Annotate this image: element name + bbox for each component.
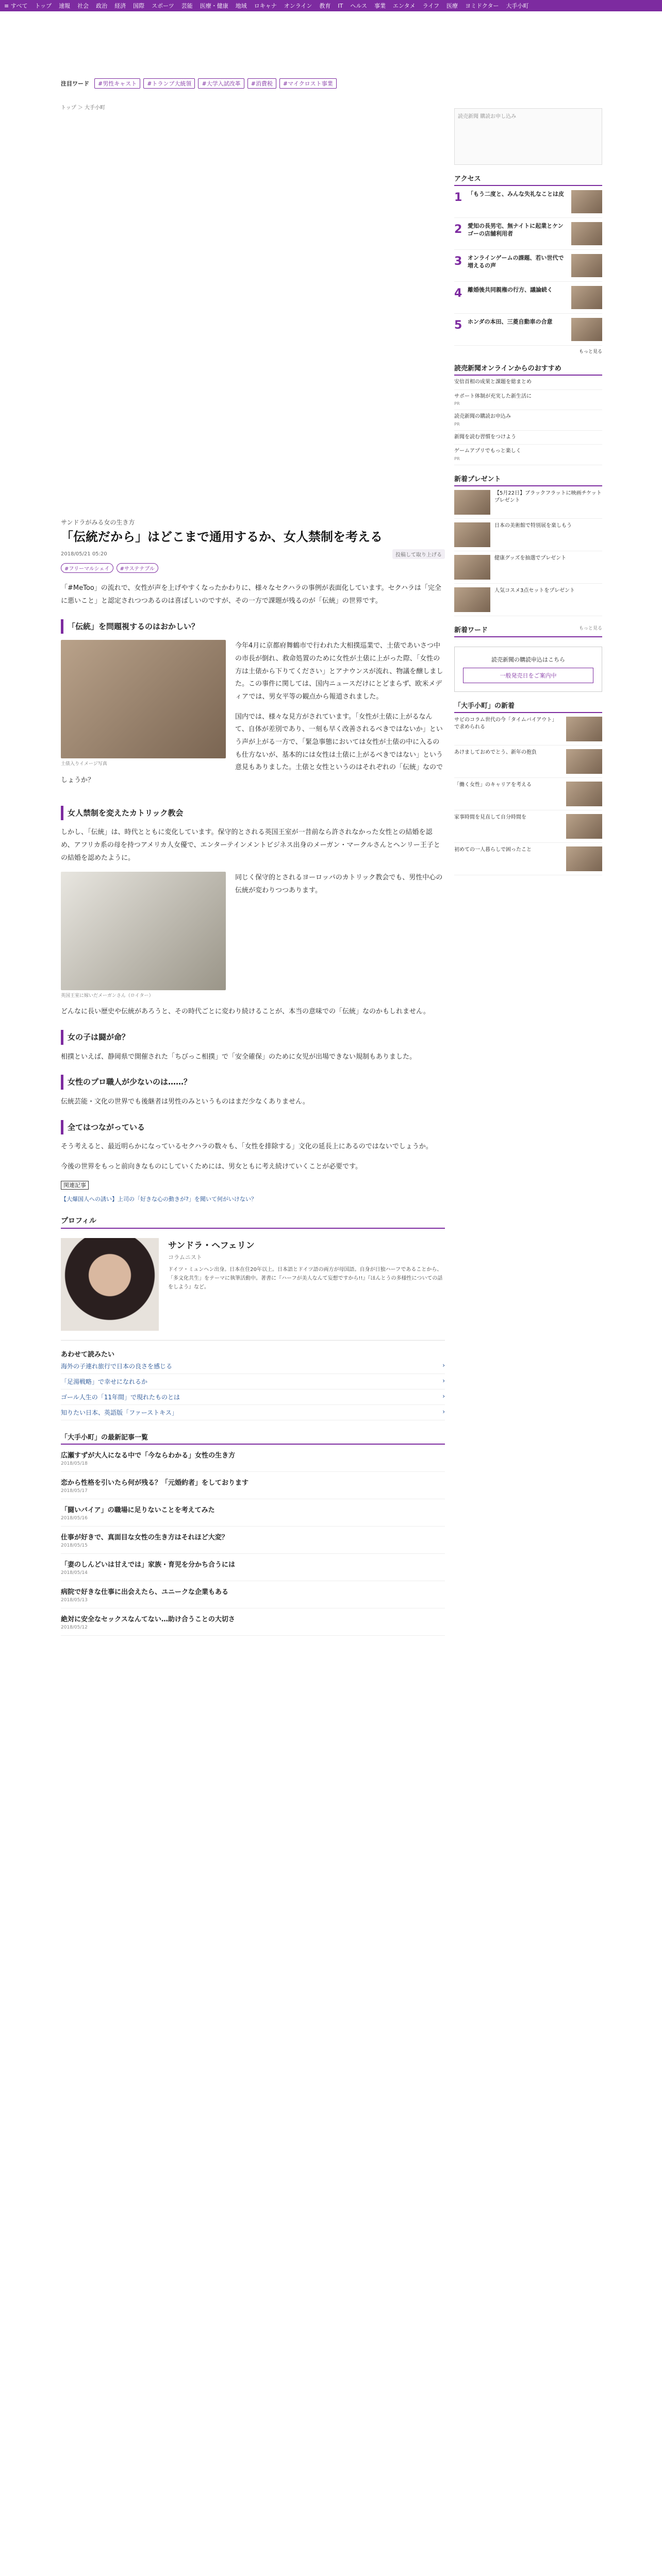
topnav-item[interactable]: エンタメ	[393, 3, 416, 9]
topnav-item[interactable]: 社会	[77, 3, 89, 9]
trending-tag[interactable]: #男性キャスト	[94, 78, 140, 89]
trending-tag[interactable]: #大学入試改革	[198, 78, 244, 89]
trending-tag[interactable]: #マイクロスト事業	[279, 78, 337, 89]
paragraph: そう考えると、最近明らかになっているセクハラの数々も、「女性を排除する」文化の延長上にあるのではないでしょうか。	[61, 1143, 433, 1151]
gift-item[interactable]: 人気コスメ3点セットをプレゼント	[454, 584, 602, 616]
list-item[interactable]: 仕事が好きで、真面目な女性の生き方はそれほど大変？ 2018/05/15	[61, 1527, 445, 1554]
sidebar-ad[interactable]: 読売新聞 購読お申し込み	[454, 108, 602, 165]
section-heading: 「伝統」を問題視するのはおかしい？	[61, 619, 445, 634]
topnav-item[interactable]: 芸能	[181, 3, 193, 9]
article-intro: 「#MeToo」の流れで、女性が声を上げやすくなったかわりに、様々なセクハラの事例が表面化しています。セクハラは「完全に悪いこと」と認定されつつあるのは喜ばしいのですが、その一方で課題が残るのが「伝統」の世界です。	[61, 584, 441, 605]
topnav-item[interactable]: IT	[338, 2, 343, 9]
photo-caption: 土俵入りイメージ写真	[61, 761, 107, 767]
topnav-item[interactable]: 教育	[319, 3, 331, 9]
trending-tag[interactable]: #トランプ大統領	[143, 78, 195, 89]
komachi-item[interactable]: 初めての一人暮らしで困ったこと	[454, 843, 602, 875]
paragraph: 伝統芸能・文化の世界でも後継者は男性のみというものはまだ少なくありません。	[61, 1097, 309, 1106]
access-item[interactable]: 5 ホンダの本田、三菱自動車の合意	[454, 314, 602, 346]
paragraph: 国内では、様々な見方がされています。「女性が土俵に上がるなんて、自体が差別であり、一刻も早く改善されるべきではないか」という声が上がる一方で、「緊急事態においては女性が土俵の中に入るのも仕方ないが、基本的には女性は土俵に上がるべきではない」という意見もありました。土俵と女性というのはそれぞれの「伝統」なのでしょうか？	[61, 713, 443, 785]
list-item[interactable]: 「闘いバイア」の職場に足りないことを考えてみた 2018/05/16	[61, 1499, 445, 1527]
article-subtitle: サンドラがみる女の生き方	[61, 519, 135, 526]
author-bio: ドイツ・ミュンヘン出身。日本在住20年以上。日本語とドイツ語の両方が母国語。自身が日独ハーフであることから、「多文化共生」をテーマに執筆活動中。著書に『ハーフが美人なんて妄想ですから!!』『ほんとうの多様性についての話をしよう』など。	[168, 1267, 443, 1291]
section-heading: 女性のプロ職人が少ないのは……？	[61, 1075, 445, 1090]
header-ad-space	[0, 11, 662, 67]
ranking-heading: 「大手小町」の最新記事一覧	[61, 1432, 445, 1445]
section-heading: 女の子は闘が命？	[61, 1030, 445, 1045]
article-title: 「伝統だから」はどこまで通用するか、女人禁制を考える	[61, 530, 383, 544]
links-list	[454, 376, 602, 465]
related-item[interactable]: 海外の子連れ旅行で日本の良さを感じる ›	[61, 1359, 445, 1374]
author-profile	[61, 1215, 445, 1341]
topnav-item[interactable]: スポーツ	[152, 3, 174, 9]
topnav-item[interactable]: ロキャナ	[254, 3, 277, 9]
ranking-list	[61, 1445, 445, 1636]
author-name: サンドラ・ヘフェリン	[168, 1241, 255, 1251]
topnav-item[interactable]: ライフ	[422, 3, 439, 9]
topnav-item[interactable]: ヨミドクター	[465, 3, 499, 9]
trending-tag[interactable]: #消費税	[247, 78, 276, 89]
link-item[interactable]: 読売新聞の購読お申込み PR	[454, 410, 602, 431]
gift-heading: 新着プレゼント	[454, 473, 602, 486]
access-heading: アクセス	[454, 173, 602, 186]
topnav-item[interactable]: ≡ すべて	[4, 3, 28, 9]
paragraph: 今後の世界をもっと前向きなものにしていくためには、男女ともに考え続けていくことが必要です。	[61, 1162, 362, 1171]
avatar	[61, 1238, 159, 1331]
subscribe-box	[454, 647, 602, 692]
list-item[interactable]: 病院で好きな仕事に出会えたら、ユニークな企業もある 2018/05/13	[61, 1581, 445, 1608]
paragraph: 今年4月に京都府舞鶴市で行われた大相撲巡業で、土俵であいさつ中の市長が倒れ、救命処置のために女性が土俵に上がった際、「女性の方は土俵から下りてください」とアナウンスが流れ、物議を醸しました。この事件に関しては、国内ニュースだけにとどまらず、欧米メディアでは、男女平等の観点から報道されました。	[235, 642, 443, 701]
top-navigation	[0, 0, 662, 11]
komachi-item[interactable]: あけましておめでとう、新年の抱負	[454, 745, 602, 778]
topnav-item[interactable]: 地域	[235, 3, 247, 9]
profile-heading: プロフィル	[61, 1215, 445, 1229]
topnav-item[interactable]: ヘルス	[350, 3, 368, 9]
paragraph: 相撲といえば、静岡県で開催された「ちびっこ相撲」で「安全確保」のために女児が出場できない規制もありました。	[61, 1053, 417, 1061]
breadcrumb[interactable]: トップ ＞ 大手小町	[61, 105, 106, 111]
newest-heading: 新着ワード もっと見る	[454, 624, 602, 637]
topnav-item[interactable]: オンライン	[284, 3, 312, 9]
article	[61, 518, 445, 1636]
related-item[interactable]: 知りたい日本、英語版「ファーストキス」 ›	[61, 1405, 445, 1420]
related-label: 関連記事	[61, 1181, 89, 1190]
sumo-photo	[61, 640, 226, 758]
gift-list	[454, 486, 602, 616]
related-item[interactable]: 「足湯戦略」で幸せになれるか ›	[61, 1374, 445, 1389]
subscribe-button[interactable]: 一般発売日をご案内中	[463, 668, 593, 683]
access-item[interactable]: 4 離婚後共同親権の行方、議論続く	[454, 282, 602, 314]
author-role: コラムニスト	[168, 1254, 202, 1261]
topnav-item[interactable]: 経済	[114, 3, 126, 9]
topnav-item[interactable]: 国際	[133, 3, 145, 9]
komachi-item[interactable]: 家事時間を見直して自分時間を	[454, 810, 602, 843]
paragraph: どんなに長い歴史や伝統があろうと、その時代ごとに変わり続けることが、本当の意味での「伝統」なのかもしれません。	[61, 1008, 430, 1016]
trending-label: 注目ワード	[61, 80, 89, 87]
gift-item[interactable]: 健康グッズを抽選でプレゼント	[454, 551, 602, 584]
article-tag[interactable]: #サステナブル	[117, 563, 158, 573]
share-button[interactable]: 投稿して取り上げる	[392, 549, 445, 559]
related-list	[61, 1359, 445, 1420]
link-item[interactable]: 安倍首相の成果と課題を総まとめ	[454, 376, 602, 390]
access-ranking	[454, 186, 602, 346]
subscribe-text: 読売新聞の購読申込はこちら	[491, 656, 565, 663]
komachi-list	[454, 713, 602, 875]
komachi-item[interactable]: サビのコラム世代の今「タイムバイアウト」で求められる	[454, 713, 602, 745]
links-heading: 読売新聞オンラインからのおすすめ	[454, 363, 602, 376]
topnav-item[interactable]: 政治	[96, 3, 108, 9]
article-tag[interactable]: #フリーマルシェイ	[61, 563, 113, 573]
paragraph: しかし、「伝統」は、時代とともに変化しています。保守的とされる英国王室が一昔前なら許されなかった女性との結婚を認め、アフリカ系の母を持つアメリカ人女優で、エンターテインメントビジネス出身のメーガン・マークルさんとヘンリー王子との結婚を認めたように。	[61, 828, 440, 862]
photo-caption: 英国王室に嫁いだメーガンさん（ロイター）	[61, 993, 154, 999]
section-heading: 女人禁制を変えたカトリック教会	[61, 806, 445, 821]
wedding-photo	[61, 872, 226, 990]
trending-tags	[61, 78, 337, 89]
access-item[interactable]: 1 「もう二度と、みんな失礼なことは皮	[454, 186, 602, 218]
access-more-link[interactable]: もっと見る	[578, 349, 602, 354]
sidebar	[454, 108, 602, 875]
related-link[interactable]: 【大爆国人への誘い】上司の「好きな心の動きが?」を聞いて何がいけない？	[61, 1196, 257, 1203]
topnav-item[interactable]: 医療	[446, 3, 458, 9]
list-item[interactable]: 恋から性格を引いたら何が残る？「元婚約者」をしております 2018/05/17	[61, 1472, 445, 1499]
topnav-item[interactable]: 事業	[374, 3, 386, 9]
gift-item[interactable]: 【5月22日】ブラックフラットに映画チケットプレゼント	[454, 486, 602, 519]
paragraph: 同じく保守的とされるヨーロッパのカトリック教会でも、男性中心の伝統が変わりつつあります。	[235, 874, 443, 895]
topnav-item[interactable]: トップ	[35, 3, 52, 9]
gift-item[interactable]: 日本の美術館で特別展を楽しもう	[454, 519, 602, 551]
access-item[interactable]: 2 愛知の長男宅、無ナイトに起業とケンゴーの店舗利用者	[454, 218, 602, 250]
related-item[interactable]: ゴール人生の「11年間」で現れたものとは ›	[61, 1389, 445, 1405]
related-heading: あわせて読みたい	[61, 1351, 115, 1359]
access-item[interactable]: 3 オンラインゲームの課題、若い世代で増えるの声	[454, 250, 602, 282]
list-item[interactable]: 広瀬すずが大人になる中で「今ならわかる」女性の生き方 2018/05/18	[61, 1445, 445, 1472]
list-item[interactable]: 「妻のしんどいは甘えでは」家族・育児を分かち合うには 2018/05/14	[61, 1554, 445, 1581]
link-item[interactable]: ゲームアプリでもっと楽しく PR	[454, 445, 602, 465]
topnav-item[interactable]: 速報	[59, 3, 71, 9]
topnav-item[interactable]: 医療・健康	[200, 3, 228, 9]
topnav-item[interactable]: 大手小町	[506, 3, 529, 9]
section-heading: 全てはつながっている	[61, 1120, 445, 1135]
link-item[interactable]: 新聞を読む習慣をつけよう	[454, 431, 602, 445]
komachi-item[interactable]: 「働く女性」のキャリアを考える	[454, 778, 602, 810]
link-item[interactable]: サポート体制が充実した新生活に PR	[454, 390, 602, 411]
komachi-heading: 「大手小町」の新着	[454, 700, 602, 713]
list-item[interactable]: 絶対に安全なセックスなんてない…助け合うことの大切さ 2018/05/12	[61, 1608, 445, 1636]
newest-more-link[interactable]: もっと見る	[578, 625, 602, 631]
article-date: 2018/05/21 05:20	[61, 551, 107, 557]
